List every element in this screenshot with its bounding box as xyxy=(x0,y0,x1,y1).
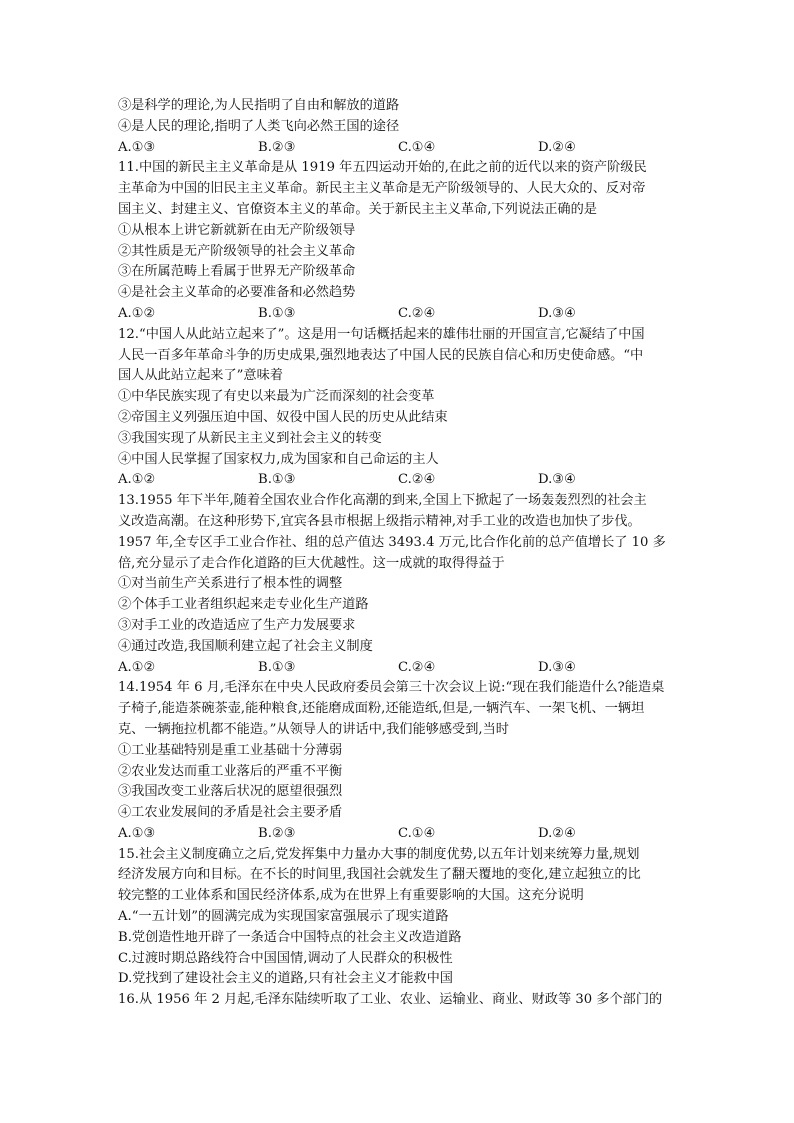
q12-stem-line: 人民一百多年革命斗争的历史成果,强烈地表达了中国人民的民族自信心和历史使命感。“中 xyxy=(118,347,644,363)
q11-item-4: ④是社会主义革命的必要准备和必然趋势 xyxy=(118,285,356,301)
q13-item-2: ②个体手工业者组织起来走专业化生产道路 xyxy=(118,597,369,613)
q13-option-b: B.①③ xyxy=(258,659,296,675)
q11-stem-line: 11.中国的新民主主义革命是从 1919 年五四运动开始的,在此之前的近代以来的资产阶级民 xyxy=(118,160,647,176)
q10-item-3: ③是科学的理论,为人民指明了自由和解放的道路 xyxy=(118,98,400,113)
q14-stem-line: 克、一辆拖拉机都不能造。”从领导人的讲话中,我们能够感受到,当时 xyxy=(118,721,509,737)
q12-option-a: A.①② xyxy=(118,472,156,488)
q12-item-2: ②帝国主义列强压迫中国、奴役中国人民的历史从此结束 xyxy=(118,409,448,425)
q12-options xyxy=(118,470,678,491)
q15-choice-d: D.党找到了建设社会主义的道路,只有社会主义才能救中国 xyxy=(118,971,453,987)
q11-option-c: C.②④ xyxy=(398,305,436,321)
q11-options xyxy=(118,304,678,325)
q13-stem-line: 13.1955 年下半年,随着全国农业合作化高潮的到来,全国上下掀起了一场轰轰烈烈的社会主 xyxy=(118,493,647,509)
q15-choice-b: B.党创造性地开辟了一条适合中国特点的社会主义改造道路 xyxy=(118,929,462,945)
q13-item-3: ③对手工业的改造适应了生产力发展要求 xyxy=(118,617,356,633)
q15-stem-line: 较完整的工业体系和国民经济体系,成为在世界上有重要影响的大国。这充分说明 xyxy=(118,888,584,904)
q10-option-b: B.②③ xyxy=(258,139,296,155)
q13-options xyxy=(118,658,678,679)
q15-choice-a: A.“一五计划”的圆满完成为实现国家富强展示了现实道路 xyxy=(118,909,449,925)
q11-item-2: ②其性质是无产阶级领导的社会主义革命 xyxy=(118,243,356,259)
q13-option-c: C.②④ xyxy=(398,659,436,675)
q14-stem-line: 子椅子,能造茶碗茶壶,能种粮食,还能磨成面粉,还能造纸,但是,一辆汽车、一架飞机、一辆坦 xyxy=(118,701,645,717)
q13-option-a: A.①② xyxy=(118,659,156,675)
q15-choice-c: C.过渡时期总路线符合中国国情,调动了人民群众的积极性 xyxy=(118,950,453,966)
q15-stem-line: 15.社会主义制度确立之后,党发挥集中力量办大事的制度优势,以五年计划来统筹力量,规划 xyxy=(118,846,640,862)
q12-option-d: D.③④ xyxy=(538,472,576,488)
q13-option-d: D.③④ xyxy=(538,659,576,675)
q11-stem-line: 主革命为中国的旧民主主义革命。新民主主义革命是无产阶级领导的、人民大众的、反对帝 xyxy=(118,181,646,197)
q10-option-a: A.①③ xyxy=(118,139,156,155)
q10-item-4: ④是人民的理论,指明了人类飞向必然王国的途径 xyxy=(118,118,400,134)
q14-option-d: D.②④ xyxy=(538,825,576,841)
q13-stem-line: 倍,充分显示了走合作化道路的巨大优越性。这一成就的取得得益于 xyxy=(118,555,505,571)
q14-option-c: C.①④ xyxy=(398,825,436,841)
q11-option-a: A.①② xyxy=(118,305,156,321)
q12-item-1: ①中华民族实现了有史以来最为广泛而深刻的社会变革 xyxy=(118,389,435,405)
q12-option-c: C.②④ xyxy=(398,472,436,488)
q12-stem-line: 12.“中国人从此站立起来了”。这是用一句话概括起来的雄伟壮丽的开国宣言,它凝结了中国 xyxy=(118,326,645,342)
q10-option-d: D.②④ xyxy=(538,139,576,155)
q10-option-c: C.①④ xyxy=(398,139,436,155)
q12-item-3: ③我国实现了从新民主主义到社会主义的转变 xyxy=(118,430,382,446)
q14-item-2: ②农业发达而重工业落后的严重不平衡 xyxy=(118,763,343,779)
q15-stem-line: 经济发展方向和目标。在不长的时间里,我国社会就发生了翻天覆地的变化,建立起独立的比 xyxy=(118,867,641,883)
q13-stem-line: 1957 年,全专区手工业合作社、组的总产值达 3493.4 万元,比合作化前的总产值增长了 10 多 xyxy=(118,534,666,550)
q11-option-d: D.③④ xyxy=(538,305,576,321)
q12-item-4: ④中国人民掌握了国家权力,成为国家和自己命运的主人 xyxy=(118,451,439,467)
q14-stem-line: 14.1954 年 6 月,毛泽东在中央人民政府委员会第三十次会议上说:“现在我们能造什么?能造桌 xyxy=(118,680,665,696)
q14-item-1: ①工业基础特别是重工业基础十分薄弱 xyxy=(118,742,343,758)
q12-stem-line: 国人从此站立起来了”意味着 xyxy=(118,368,283,384)
q11-option-b: B.①③ xyxy=(258,305,296,321)
q14-item-3: ③我国改变工业落后状况的愿望很强烈 xyxy=(118,784,343,800)
q11-item-1: ①从根本上讲它新就新在由无产阶级领导 xyxy=(118,222,356,238)
q13-item-1: ①对当前生产关系进行了根本性的调整 xyxy=(118,576,343,592)
q10-options xyxy=(118,138,678,159)
q11-stem-line: 国主义、封建主义、官僚资本主义的革命。关于新民主主义革命,下列说法正确的是 xyxy=(118,201,597,217)
q13-stem-line: 义改造高潮。在这种形势下,宜宾各县市根据上级指示精神,对手工业的改造也加快了步伐。 xyxy=(118,513,641,529)
q16-stem-line: 16.从 1956 年 2 月起,毛泽东陆续听取了工业、农业、运输业、商业、财政等 30 多个部门的 xyxy=(118,992,663,1008)
q14-option-b: B.②③ xyxy=(258,825,296,841)
exam-content xyxy=(118,96,678,1011)
q14-option-a: A.①③ xyxy=(118,825,156,841)
q11-item-3: ③在所属范畴上看属于世界无产阶级革命 xyxy=(118,264,356,280)
q14-item-4: ④工农业发展间的矛盾是社会主要矛盾 xyxy=(118,805,343,821)
q12-option-b: B.①③ xyxy=(258,472,296,488)
q13-item-4: ④通过改造,我国顺利建立起了社会主义制度 xyxy=(118,638,373,654)
q14-options xyxy=(118,824,678,845)
